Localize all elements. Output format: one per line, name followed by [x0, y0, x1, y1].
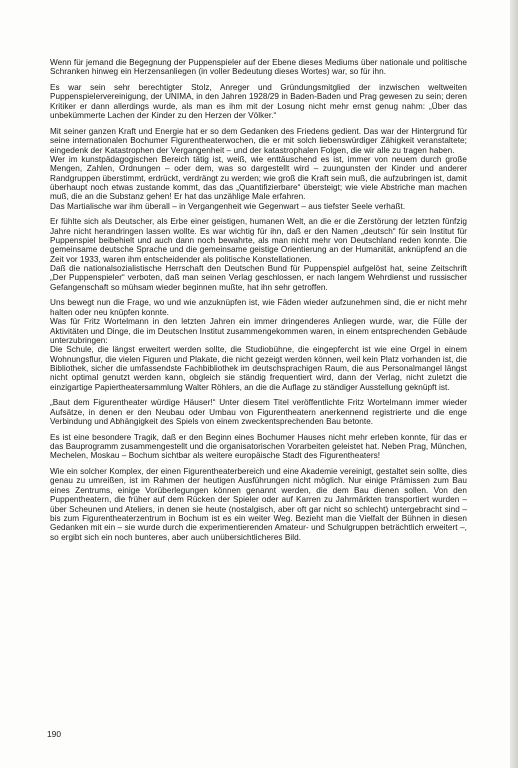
- paragraph-7: Es ist eine besondere Tragik, daß er den Beginn eines Bochumer Hauses nicht mehr erleben konnte, für das er das Bauprogramm zusammengestellt und die organisatorischen Vorarbeiten geleistet hat. Neben Prag, München, Mechelen, Moskau – Bochum sichtbar als weitere europäische Stadt des Figurentheaters!: [50, 432, 467, 461]
- paragraph-1: Wenn für jemand die Begegnung der Puppenspieler auf der Ebene dieses Mediums über nationale und politische Schranken hinweg ein Herzensanliegen (in voller Bedeutung dieses Wortes) war, so für ihn.: [50, 58, 467, 77]
- body-text: [50, 58, 467, 542]
- paragraph-8: Wie ein solcher Komplex, der einen Figurentheaterbereich und eine Akademie vereinigt, gestaltet sein sollte, dies genau zu umreißen, ist im Rahmen der heutigen Ausführungen nicht möglich. Nur einige Prämissen zum Bau eines Zentrums, einige Vorüberlegungen können genannt werden, die dem Bau dienen sollen. Von den Puppentheatern, die früher auf dem Rücken der Spieler oder auf Karren zu Jahrmärkten transportiert wurden – über Scheunen und Ateliers, in denen sie heute (nostalgisch, aber oft gar nicht so schlecht) untergebracht sind – bis zum Figurentheaterzentrum in Bochum ist es ein weiter Weg. Bezieht man die Vielfalt der Bühnen in diesen Gedanken mit ein – sie wurde durch die experimentierenden Amateur- und Schulgruppen beträchtlich erweitert –, so ergibt sich ein noch bunteres, aber auch unübersichtlicheres Bild.: [50, 467, 467, 542]
- paragraph-2: Es war sein sehr berechtigter Stolz, Anreger und Gründungsmitglied der inzwischen weltweiten Puppenspielervereinigung, der UNIMA, in den Jahren 1928/29 in Baden-Baden und Prag gewesen zu sein; deren Kritiker er dann allerdings wurde, als man es ihm mit der Losung nicht mehr ernst genug nahm: „Über das unbekümmerte Lachen der Kinder zu den Herzen der Völker.“: [50, 83, 467, 121]
- paragraph-3: Mit seiner ganzen Kraft und Energie hat er so dem Gedanken des Friedens gedient. Das war der Hintergrund für seine internationalen Bochumer Figurentheaterwochen, die er mit solch liebenswürdiger Zähigkeit veranstaltete; eingedenk der Katastrophen der Vergangenheit – und der katastrophalen Folgen, die wir alle zu tragen haben. Wer im kunstpädagogischen Bereich tätig ist, weiß, wie enttäuschend es ist, immer von neuem durch große Mengen, Zahlen, Ordnungen – oder dem, was so dargestellt wird – zuungunsten der Kinder und anderer Randgruppen überstimmt, erdrückt, verdrängt zu werden; wie groß die Kraft sein muß, die aufzubringen ist, damit überhaupt noch etwas zustande kommt, das das „Quantifizierbare“ übersteigt; wie viele Abstriche man machen muß, die an die Substanz gehen! Er hat das unzählige Male erfahren. Das Martialische war ihm überall – in Vergangenheit wie Gegenwart – aus tiefster Seele verhaßt.: [50, 126, 467, 211]
- paragraph-6: „Baut dem Figurentheater würdige Häuser!“ Unter diesem Titel veröffentlichte Fritz Wortelmann immer wieder Aufsätze, in denen er den Neubau oder Umbau von Figurentheatern anerkennend registrierte und die enge Verbindung und Abhängigkeit des Spiels von einem zweckentsprechenden Bau betonte.: [50, 398, 467, 426]
- page-number: 190: [47, 729, 61, 739]
- page-edge-shadow: [510, 0, 518, 768]
- paragraph-4: Er fühlte sich als Deutscher, als Erbe einer geistigen, humanen Welt, an die er die Zerstörung der letzten fünfzig Jahre nicht herandringen lassen wollte. Es war wichtig für ihn, daß er den Namen „deutsch“ für sein Institut für Puppenspiel beibehielt und auch dann noch bewahrte, als man nicht mehr von Deutschland reden konnte. Die gemeinsame deutsche Sprache und die gemeinsame geistige Orientierung an der Humanität, anknüpfend an die Zeit vor 1933, waren ihm entscheidender als politische Konstellationen. Daß die nationalsozialistische Herrschaft den Deutschen Bund für Puppenspiel aufgelöst hat, seine Zeitschrift „Der Puppenspieler“ verboten, daß man seinen Verlag geschlossen, er nach langem Wehrdienst und russischer Gefangenschaft so mühsam wieder beginnen mußte, hat ihn sehr getroffen.: [50, 217, 467, 292]
- paragraph-5: Uns bewegt nun die Frage, wo und wie anzuknüpfen ist, wie Fäden wieder aufzunehmen sind, die er nicht mehr halten oder neu knüpfen konnte. Was für Fritz Wortelmann in den letzten Jahren ein immer dringenderes Anliegen wurde, war, die Fülle der Aktivitäten und Dinge, die im Deutschen Institut zusammengekommen waren, in einem entsprechenden Gebäude unterzubringen: Die Schule, die längst erweitert werden sollte, die Studiobühne, die eingepfercht ist wie eine Orgel in einem Wohnungsflur, die vielen Figuren und Plakate, die nicht gezeigt werden können, weil kein Platz vorhanden ist, die Bibliothek, sicher die umfassendste Fachbibliothek im deutschsprachigen Raum, die aus Personalmangel längst nicht optimal genutzt werden kann, obgleich sie ständig frequentiert wird, dann der Verlag, nicht zuletzt die einzigartige Papiertheatersammlung Walter Röhlers, an die die Auflage zu ständiger Ausstellung geknüpft ist.: [50, 298, 467, 392]
